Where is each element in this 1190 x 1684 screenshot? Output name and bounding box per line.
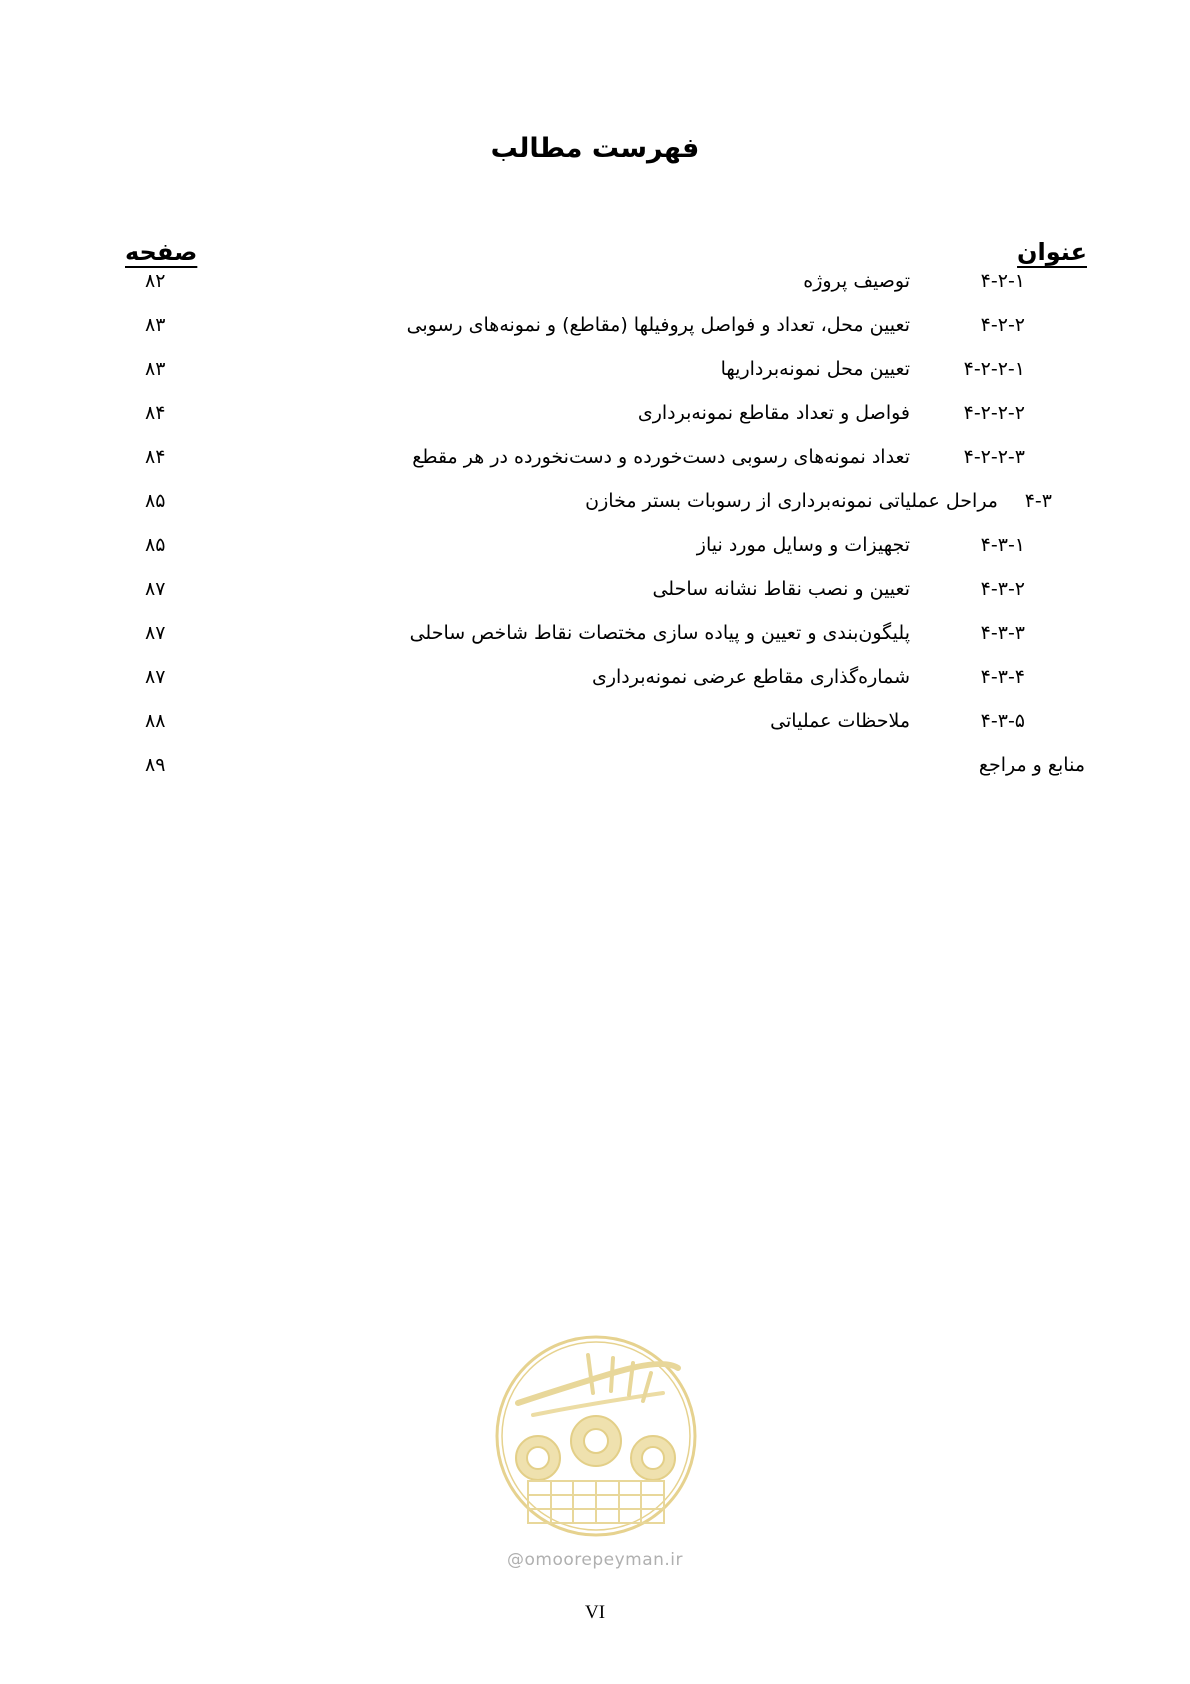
toc-entry[interactable] — [0, 666, 1190, 706]
toc-entry-number: ۴-۳-۴ — [980, 666, 1025, 688]
toc-entry-title: تعداد نمونه‌های رسوبی دست‌خورده و دست‌نخورده در هر مقطع — [412, 446, 910, 468]
toc-entry[interactable] — [0, 490, 1190, 530]
toc-entry-page: ۸۷ — [145, 578, 166, 600]
page-title: فهرست مطالب — [490, 133, 700, 164]
toc-entry-page: ۸۵ — [145, 490, 166, 512]
toc-entry-number: ۴-۲-۲-۳ — [963, 446, 1025, 468]
toc-entry-number: ۴-۲-۲-۱ — [963, 358, 1025, 380]
omoorepeyman-seal-icon — [493, 1333, 699, 1539]
toc-entry-number: ۴-۳-۲ — [980, 578, 1025, 600]
toc-entry[interactable] — [0, 402, 1190, 442]
toc-entry-title: توصیف پروژه — [803, 270, 910, 292]
toc-entry-title: فواصل و تعداد مقاطع نمونه‌برداری — [637, 402, 910, 424]
toc-entry-number: ۴-۲-۱ — [980, 270, 1025, 292]
toc-entry-page: ۸۲ — [145, 270, 166, 292]
toc-entry-page: ۸۳ — [145, 358, 166, 380]
toc-entry-title: تجهیزات و وسایل مورد نیاز — [696, 534, 910, 556]
toc-entry-page: ۸۴ — [145, 402, 166, 424]
page-number: VI — [584, 1602, 606, 1623]
toc-entry-number: ۴-۳ — [1024, 490, 1052, 512]
toc-entry-title: شماره‌گذاری مقاطع عرضی نمونه‌برداری — [591, 666, 910, 688]
toc-entry[interactable] — [0, 314, 1190, 354]
toc-entry-title: تعیین و نصب نقاط نشانه ساحلی — [652, 578, 910, 600]
toc-entry-page: ۸۴ — [145, 446, 166, 468]
toc-entry-title: منابع و مراجع — [978, 754, 1085, 776]
toc-entry-number: ۴-۲-۲-۲ — [963, 402, 1025, 424]
toc-entry-title: پلیگون‌بندی و تعیین و پیاده سازی مختصات نقاط شاخص ساحلی — [409, 622, 910, 644]
toc-entry-title: تعیین محل، تعداد و فواصل پروفیلها (مقاطع) و نمونه‌های رسوبی — [406, 314, 910, 336]
toc-entry-number: ۴-۳-۵ — [980, 710, 1025, 732]
toc-entry-number: ۴-۳-۱ — [980, 534, 1025, 556]
toc-entry[interactable] — [0, 358, 1190, 398]
watermark-url: @omoorepeyman.ir — [506, 1550, 684, 1570]
toc-entry-page: ۸۳ — [145, 314, 166, 336]
toc-entry[interactable] — [0, 710, 1190, 750]
toc-entry[interactable] — [0, 622, 1190, 662]
toc-entry-page: ۸۷ — [145, 666, 166, 688]
toc-entry[interactable] — [0, 446, 1190, 486]
toc-entry[interactable] — [0, 578, 1190, 618]
toc-entry[interactable] — [0, 754, 1190, 794]
toc-entry-page: ۸۵ — [145, 534, 166, 556]
toc-entry-page: ۸۸ — [145, 710, 166, 732]
toc-entry-number: ۴-۲-۲ — [980, 314, 1025, 336]
title-column-header: عنوان — [1017, 238, 1087, 266]
toc-entry[interactable] — [0, 534, 1190, 574]
toc-entry-title: تعیین محل نمونه‌برداریها — [720, 358, 910, 380]
toc-entry-page: ۸۹ — [145, 754, 166, 776]
toc-entry[interactable] — [0, 270, 1190, 310]
page-column-header: صفحه — [125, 238, 198, 266]
toc-entry-title: مراحل عملیاتی نمونه‌برداری از رسوبات بستر مخازن — [585, 490, 998, 512]
toc-entry-page: ۸۷ — [145, 622, 166, 644]
toc-entry-title: ملاحظات عملیاتی — [770, 710, 910, 732]
toc-entry-number: ۴-۳-۳ — [980, 622, 1025, 644]
